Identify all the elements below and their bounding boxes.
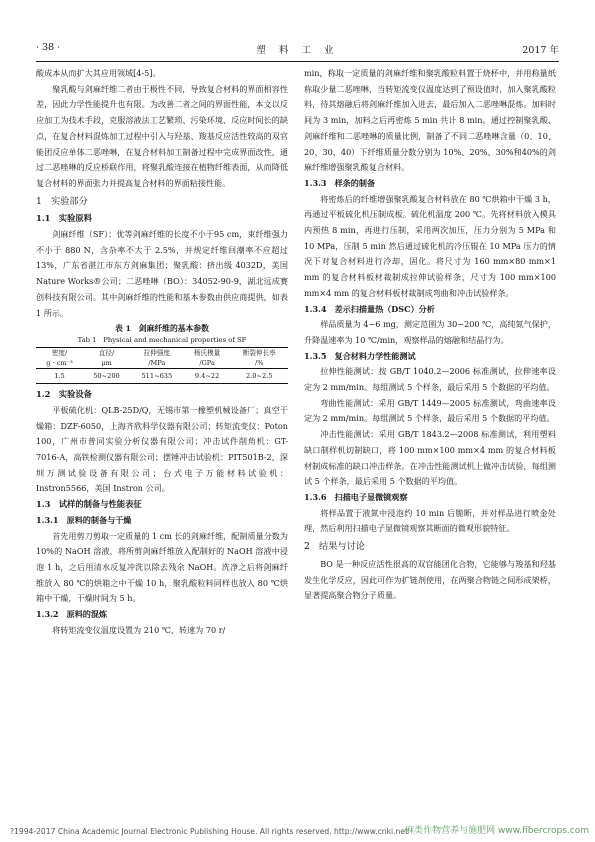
table-cell: 1.5	[36, 369, 83, 384]
header-rule	[36, 61, 559, 62]
copyright-footer: ?1994-2017 China Academic Journal Electronic Publishing House. All rights reserved. http://www.cnki.net	[10, 827, 409, 836]
table-cell: 2.0~2.5	[230, 369, 288, 384]
subsubsection-heading: 1.3.5 复合材料力学性能测试	[304, 350, 416, 361]
table-unit-cell: /MPa	[130, 358, 184, 369]
subsubsection-heading: 1.3.6 扫描电子显微镜观察	[304, 491, 408, 502]
journal-year: 2017 年	[522, 45, 559, 56]
paragraph: 拉伸性能测试：按 GB/T 1040.2—2006 标准测试，拉伸速率设定为 2 mm/min。每组测试 5 个样条，最后采用 5 个数据的平均值。	[304, 366, 556, 393]
table-unit-row	[36, 358, 288, 369]
subsubsection-heading: 1.3.4 差示扫描量热（DSC）分析	[304, 303, 435, 314]
table-header-cell: 直径/	[83, 348, 130, 359]
table-header-cell: 断裂伸长率	[230, 348, 288, 359]
paragraph: 平板硫化机：QLB-25D/Q，无锡市第一橡塑机械设备厂；真空干燥箱：DZF-6050，上海齐欣科学仪器有限公司；转矩流变仪：Poton 100，广州市普同实验分析仪器有限公司；冲击试件削角机：GT-7016-A，高铁检测仪器有限公司；摆锤冲击试验机：PIT501B-2，深圳万测试验设备有限公司；台式电子万能材料试验机：Instron5566，美国 Instron 公司。	[36, 404, 288, 494]
table-cell: 50~200	[83, 369, 130, 384]
table-row	[36, 369, 288, 384]
paragraph: min，称取一定质量的剑麻纤维和聚乳酸粒料置于烧杯中，并用称量纸称取少量二恶唑啉，当转矩流变仪温度达到了预设值时，加入聚乳酸粒料，待其熔融后将剑麻纤维加入进去，最后加入二恶唑啉混炼。加料时间为 3 min，加料之后再密炼 5 min 共计 8 min。通过控制聚乳酸、剑麻纤维和二恶唑啉的质量比例，制备了不同二恶唑啉含量（0、10、20、30、40）下纤维质量分数分别为 10%、20%、30%和40%的剑麻纤维增强聚乳酸复合材料。	[304, 68, 556, 173]
table-cell: 9.4~22	[184, 369, 231, 384]
paragraph: 将转矩流变仪温度设置为 210 ℃、转速为 70 r/	[52, 624, 226, 635]
left-column	[36, 66, 288, 639]
table-caption: 表 1 剑麻纤维的基本参数	[115, 324, 209, 334]
right-column	[304, 66, 556, 604]
subsection-heading: 1.3 试样的制备与性能表征	[36, 499, 142, 510]
table-unit-cell: μm	[83, 358, 130, 369]
paragraph: 样品质量为 4~6 mg，测定范围为 30~200 ℃，高纯氮气保护，升降温速率为 10 ℃/min，观察样品的熔融和结晶行为。	[304, 319, 556, 345]
paragraph: 剑麻纤维（SF）：优等剑麻纤维的长度不小于95 cm，束纤维强力不小于 880 N，含杂率不大于 2.5%，并规定纤维回潮率不应超过13%，广东省湛江市东方剑麻集团；聚乳酸：挤出级 4032D，美国 Nature Works®公司；二恶唑啉（BO）：34052-90-9，湖北远成赛创科技有限公司。其中剑麻纤维的性能和基本参数由供应商提供，如表 1 所示。	[36, 229, 288, 318]
page-number: · 38 ·	[36, 42, 61, 53]
journal-name: 塑 料 工 业	[256, 45, 339, 56]
subsection-heading: 1.1 实验原料	[36, 213, 92, 224]
table-header-row	[36, 348, 288, 359]
table-unit-cell: g · cm⁻³	[36, 358, 83, 369]
paragraph: 首先用剪刀剪取一定质量的 1 cm 长的剑麻纤维，配制质量分数为10%的 NaOH 溶液，将所剪剑麻纤维放入配制好的 NaOH 溶液中浸泡 1 h，之后用清水反复冲洗以除去残余 NaOH。洗净之后将剑麻纤维放入 80 ℃的烘箱之中干燥 10 h，聚乳酸粒料同样也放入 80 ℃烘箱中干燥，干燥时间为 5 h。	[36, 530, 288, 604]
paragraph: 酸成本从而扩大其应用领域[4-5]。	[36, 68, 161, 78]
paragraph: 冲击性能测试：采用 GB/T 1843.2—2008 标准测试，利用塑料缺口制样机切制缺口，将 100 mm×100 mm×4 mm 的复合材料板材制成标准的缺口冲击样条。在冲击性能测试机上做冲击试验，每组测试 5 个样条，最后采用 5 个数据的平均值。	[304, 429, 556, 487]
subsubsection-heading: 1.3.1 原料的制备与干燥	[36, 514, 132, 525]
table-unit-cell: /GPa	[184, 358, 231, 369]
table-caption-english: Tab 1 Physical and mechanical properties of SF	[77, 336, 247, 345]
table-header-cell: 密度/	[36, 348, 83, 359]
subsection-heading: 1.2 实验设备	[36, 389, 92, 400]
section-heading: 1 实验部分	[36, 195, 88, 207]
section-heading: 2 结果与讨论	[304, 541, 365, 553]
paragraph: 将样品置于液氮中浸泡约 10 min 后脆断，并对样品进行喷金处理，然后利用扫描电子显微镜观察其断面的微观形貌特征。	[304, 507, 556, 534]
subsubsection-heading: 1.3.3 样条的制备	[304, 177, 376, 188]
table-header-cell: 杨氏模量	[184, 348, 231, 359]
paragraph: BO 是一种反应活性很高的双官能团化合物，它能够与羧基和羟基发生化学反应，因此可作为扩链剂使用，在两聚合物链之间形成架桥，显著提高聚合物分子质量。	[304, 558, 556, 601]
table-unit-cell: /%	[230, 358, 288, 369]
site-watermark: 麻类作物营养与施肥网 www.fibercrops.com	[405, 826, 589, 836]
subsubsection-heading: 1.3.2 原料的混炼	[36, 609, 108, 620]
paragraph: 将密炼后的纤维增强聚乳酸复合材料放在 80 ℃烘箱中干燥 3 h，再通过平板硫化机压制成板。硫化机温度 200 ℃。先将材料放入模具内预热 8 min，再进行压制，采用两次加压，压力分别为 5 MPa 和 10 MPa，压制 5 min 然后通过硫化机的冷压辊在 10 MPa 压力的情况下对复合材料进行冷却，固化。将尺寸为 160 mm×80 mm×1 mm 的复合材料板材裁制成拉伸试验样条，尺寸为 100 mm×100 mm×4 mm 的复合材料板材裁制成弯曲和冲击试验样条。	[304, 193, 556, 298]
table-header-cell: 拉伸强度	[130, 348, 184, 359]
sisal-fiber-parameter-table	[36, 347, 288, 384]
page-header	[36, 42, 559, 60]
paragraph: 弯曲性能测试：采用 GB/T 1449—2005 标准测试，弯曲速率设定为 2 mm/min。每组测试 5 个样条，最后采用 5 个数据的平均值。	[304, 397, 556, 424]
paragraph: 聚乳酸与剑麻纤维二者由于极性不同，导致复合材料的界面相容性差，因此力学性能提升也有限。为改善二者之间的界面性能，本文以反应加工为技术手段，克服溶液法工艺繁琐、污染环境、反应时间长的缺点，在复合材料混炼加工过程中引入与羟基、羧基反应活性较高的双官能团反应单体二恶唑啉，在复合材料加工制备过程中完成界面改性，通过二恶唑啉的反应桥联作用，将聚乳酸连接在植物纤维表面，从而降低复合材料的界面张力并提高复合材料的界面粘接性能。	[36, 83, 288, 188]
table-cell: 511~635	[130, 369, 184, 384]
